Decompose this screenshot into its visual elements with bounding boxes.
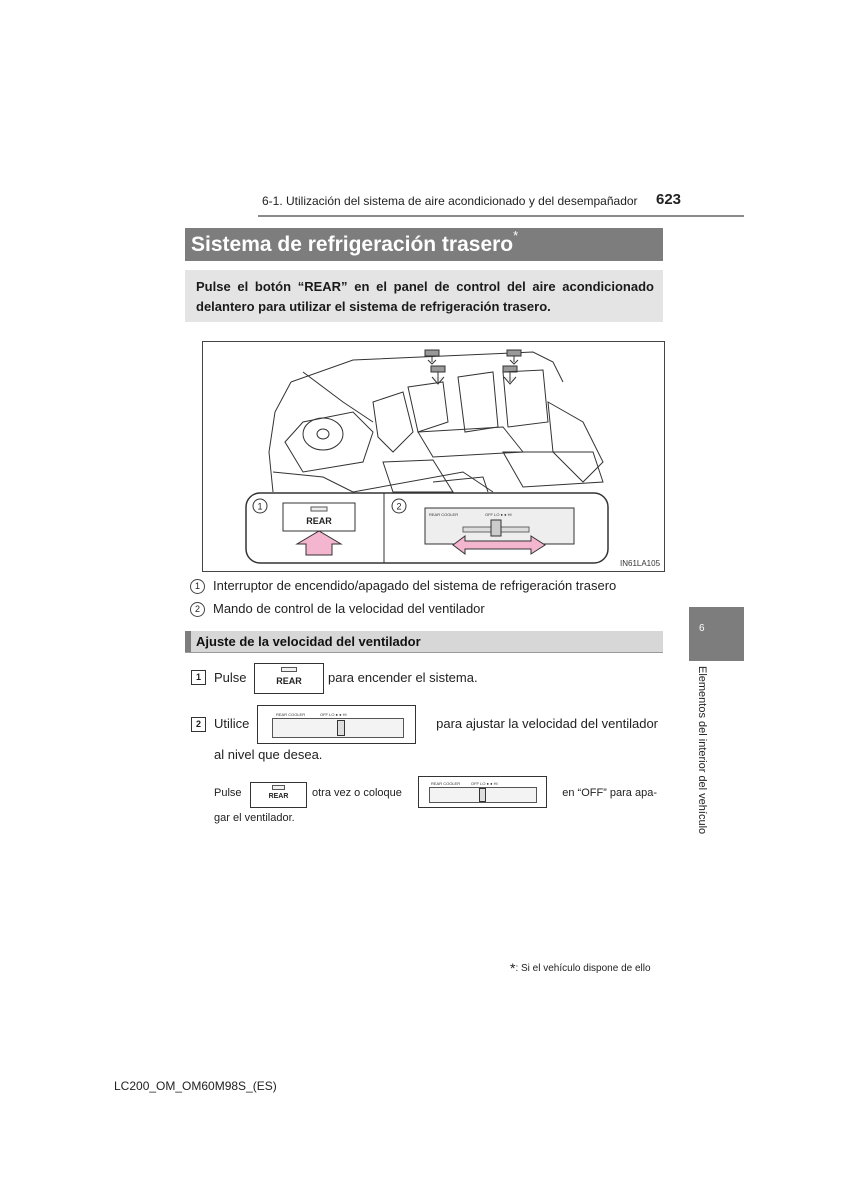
section-title-text: Sistema de refrigeración trasero bbox=[191, 233, 514, 256]
step-number: 2 bbox=[191, 717, 206, 732]
step-2-continued: al nivel que desea. bbox=[214, 747, 323, 762]
rear-led-icon bbox=[281, 667, 297, 672]
figure-rear-label: REAR bbox=[306, 516, 332, 526]
chapter-number: 6 bbox=[699, 623, 705, 634]
document-code: LC200_OM_OM60M98S_(ES) bbox=[114, 1079, 277, 1093]
legend-text: Interruptor de encendido/apagado del sistema de refrigeración trasero bbox=[213, 578, 617, 593]
car-interior-illustration bbox=[203, 342, 664, 571]
fan-speed-dial-icon bbox=[257, 705, 416, 744]
chapter-title: Elementos del interior del vehículo bbox=[696, 666, 708, 835]
legend-text: Mando de control de la velocidad del ventilador bbox=[213, 601, 485, 616]
header-rule bbox=[258, 215, 744, 217]
cooler-scale: OFF LO ● ● HI bbox=[320, 712, 347, 717]
callout-1: 1 bbox=[257, 501, 263, 512]
lead-text: Pulse el botón “REAR” en el panel de control del aire acondicionado delantero para utilizar el sistema de refrigeración trasero. bbox=[196, 279, 654, 314]
footnote bbox=[510, 960, 651, 976]
rear-button-icon bbox=[250, 782, 307, 808]
step-1-after: para encender el sistema. bbox=[328, 670, 478, 685]
note-after: en “OFF” para apa- bbox=[562, 787, 657, 799]
legend-number: 2 bbox=[190, 602, 205, 617]
note-before: Pulse bbox=[214, 787, 242, 799]
rear-button-icon bbox=[254, 663, 324, 694]
rear-button-label: REAR bbox=[268, 793, 289, 800]
subsection-title: Ajuste de la velocidad del ventilador bbox=[196, 634, 421, 649]
note-middle: otra vez o coloque bbox=[312, 787, 402, 799]
step-2-after: para ajustar la velocidad del ventilador bbox=[436, 716, 658, 731]
cooler-label: REAR COOLER bbox=[431, 781, 461, 786]
cooler-scale: OFF LO ● ● HI bbox=[471, 781, 498, 786]
legend-item bbox=[190, 578, 616, 594]
car-interior-figure bbox=[202, 341, 665, 572]
fan-speed-dial-icon bbox=[418, 776, 547, 808]
subsection-accent bbox=[185, 631, 191, 652]
callout-2: 2 bbox=[396, 501, 402, 512]
running-header: 6-1. Utilización del sistema de aire acondicionado y del desempañador bbox=[262, 194, 638, 208]
legend-item bbox=[190, 601, 485, 617]
legend-number: 1 bbox=[190, 579, 205, 594]
chapter-tab bbox=[689, 607, 744, 661]
step-number: 1 bbox=[191, 670, 206, 685]
figure-code: IN61LA105 bbox=[620, 559, 661, 568]
figure-cooler-scale: OFF LO ● ● HI bbox=[485, 512, 512, 517]
step-2-before: Utilice bbox=[214, 716, 250, 731]
note-continued: gar el ventilador. bbox=[214, 812, 295, 824]
title-asterisk: * bbox=[513, 228, 519, 243]
rear-led-icon bbox=[272, 785, 285, 790]
footnote-asterisk: * bbox=[510, 960, 516, 976]
figure-cooler-label: REAR COOLER bbox=[429, 512, 459, 517]
step-1-before: Pulse bbox=[214, 670, 247, 685]
rear-button-label: REAR bbox=[276, 676, 302, 686]
section-title bbox=[191, 228, 519, 257]
footnote-text: : Si el vehículo dispone de ello bbox=[515, 963, 651, 974]
page-number: 623 bbox=[656, 191, 682, 208]
cooler-label: REAR COOLER bbox=[276, 712, 306, 717]
